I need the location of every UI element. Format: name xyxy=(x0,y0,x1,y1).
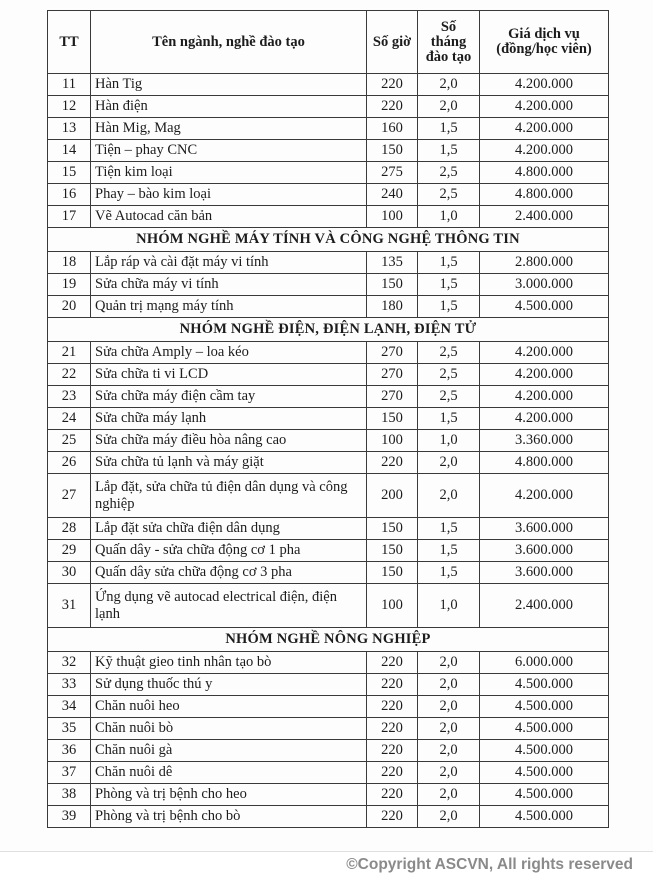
course-name: Ứng dụng vẽ autocad electrical điện, điện lạnh xyxy=(91,584,367,628)
table-row xyxy=(48,452,609,474)
course-months: 2,0 xyxy=(418,674,480,696)
row-number: 38 xyxy=(48,784,91,806)
course-name: Vẽ Autocad căn bản xyxy=(91,206,367,228)
course-hours: 150 xyxy=(367,274,418,296)
table-row xyxy=(48,674,609,696)
table-row xyxy=(48,206,609,228)
course-months: 2,0 xyxy=(418,696,480,718)
course-price: 4.500.000 xyxy=(480,296,609,318)
row-number: 21 xyxy=(48,342,91,364)
course-name: Hàn Tig xyxy=(91,74,367,96)
course-hours: 150 xyxy=(367,140,418,162)
table-row xyxy=(48,296,609,318)
table-row xyxy=(48,562,609,584)
table-row xyxy=(48,184,609,206)
row-number: 20 xyxy=(48,296,91,318)
course-months: 2,0 xyxy=(418,96,480,118)
course-name: Sửa chữa Amply – loa kéo xyxy=(91,342,367,364)
course-hours: 240 xyxy=(367,184,418,206)
course-hours: 220 xyxy=(367,784,418,806)
course-hours: 220 xyxy=(367,452,418,474)
course-months: 1,5 xyxy=(418,408,480,430)
row-number: 11 xyxy=(48,74,91,96)
table-row xyxy=(48,386,609,408)
course-months: 2,5 xyxy=(418,386,480,408)
course-price: 4.800.000 xyxy=(480,452,609,474)
row-number: 36 xyxy=(48,740,91,762)
course-months: 1,5 xyxy=(418,118,480,140)
course-hours: 270 xyxy=(367,342,418,364)
course-price: 6.000.000 xyxy=(480,652,609,674)
table-row xyxy=(48,252,609,274)
course-hours: 220 xyxy=(367,696,418,718)
course-months: 1,5 xyxy=(418,274,480,296)
course-price: 4.200.000 xyxy=(480,474,609,518)
course-hours: 220 xyxy=(367,652,418,674)
table-row xyxy=(48,474,609,518)
course-months: 1,0 xyxy=(418,584,480,628)
course-price: 4.200.000 xyxy=(480,364,609,386)
table-row xyxy=(48,762,609,784)
row-number: 22 xyxy=(48,364,91,386)
course-months: 2,0 xyxy=(418,718,480,740)
table-row xyxy=(48,718,609,740)
row-number: 34 xyxy=(48,696,91,718)
table-header-row xyxy=(48,11,609,74)
table-row xyxy=(48,342,609,364)
course-price: 4.500.000 xyxy=(480,718,609,740)
course-price: 4.500.000 xyxy=(480,740,609,762)
row-number: 13 xyxy=(48,118,91,140)
course-name: Lắp đặt, sửa chữa tủ điện dân dụng và công nghiệp xyxy=(91,474,367,518)
course-hours: 180 xyxy=(367,296,418,318)
row-number: 19 xyxy=(48,274,91,296)
course-name: Chăn nuôi gà xyxy=(91,740,367,762)
course-hours: 220 xyxy=(367,718,418,740)
table-row xyxy=(48,430,609,452)
footer-bar xyxy=(0,851,653,887)
course-hours: 275 xyxy=(367,162,418,184)
course-price: 2.800.000 xyxy=(480,252,609,274)
course-name: Lắp ráp và cài đặt máy vi tính xyxy=(91,252,367,274)
course-hours: 100 xyxy=(367,206,418,228)
course-name: Sửa chữa máy lạnh xyxy=(91,408,367,430)
course-price: 4.500.000 xyxy=(480,806,609,828)
course-months: 2,0 xyxy=(418,762,480,784)
course-months: 2,0 xyxy=(418,474,480,518)
course-hours: 150 xyxy=(367,562,418,584)
group-title: NHÓM NGHỀ MÁY TÍNH VÀ CÔNG NGHỆ THÔNG TIN xyxy=(48,228,609,252)
group-heading-row xyxy=(48,628,609,652)
course-hours: 220 xyxy=(367,740,418,762)
row-number: 23 xyxy=(48,386,91,408)
header-name: Tên ngành, nghề đào tạo xyxy=(91,11,367,74)
header-hours: Số giờ xyxy=(367,11,418,74)
table-row xyxy=(48,740,609,762)
course-hours: 150 xyxy=(367,408,418,430)
course-price: 4.200.000 xyxy=(480,96,609,118)
course-name: Quấn dây sửa chữa động cơ 3 pha xyxy=(91,562,367,584)
course-hours: 200 xyxy=(367,474,418,518)
course-price: 4.200.000 xyxy=(480,342,609,364)
course-price: 4.200.000 xyxy=(480,74,609,96)
course-months: 2,0 xyxy=(418,740,480,762)
course-name: Hàn điện xyxy=(91,96,367,118)
course-months: 1,5 xyxy=(418,296,480,318)
course-hours: 220 xyxy=(367,806,418,828)
row-number: 15 xyxy=(48,162,91,184)
table-row xyxy=(48,540,609,562)
course-price: 4.200.000 xyxy=(480,140,609,162)
row-number: 32 xyxy=(48,652,91,674)
course-name: Sửa chữa máy điện cầm tay xyxy=(91,386,367,408)
header-tt: TT xyxy=(48,11,91,74)
course-price: 4.500.000 xyxy=(480,784,609,806)
row-number: 37 xyxy=(48,762,91,784)
row-number: 29 xyxy=(48,540,91,562)
row-number: 39 xyxy=(48,806,91,828)
course-hours: 160 xyxy=(367,118,418,140)
row-number: 16 xyxy=(48,184,91,206)
row-number: 27 xyxy=(48,474,91,518)
course-months: 1,0 xyxy=(418,206,480,228)
course-hours: 270 xyxy=(367,364,418,386)
course-name: Sửa chữa máy điều hòa nâng cao xyxy=(91,430,367,452)
course-months: 2,0 xyxy=(418,784,480,806)
course-price: 4.500.000 xyxy=(480,762,609,784)
course-name: Sửa chữa tủ lạnh và máy giặt xyxy=(91,452,367,474)
course-price: 4.800.000 xyxy=(480,184,609,206)
course-price: 4.500.000 xyxy=(480,696,609,718)
row-number: 28 xyxy=(48,518,91,540)
course-price: 3.360.000 xyxy=(480,430,609,452)
table-body xyxy=(48,74,609,828)
table-row xyxy=(48,584,609,628)
course-months: 1,5 xyxy=(418,252,480,274)
group-title: NHÓM NGHỀ ĐIỆN, ĐIỆN LẠNH, ĐIỆN TỬ xyxy=(48,318,609,342)
table-row xyxy=(48,140,609,162)
table-row xyxy=(48,806,609,828)
header-months: Số tháng đào tạo xyxy=(418,11,480,74)
table-row xyxy=(48,652,609,674)
course-hours: 150 xyxy=(367,540,418,562)
course-hours: 220 xyxy=(367,96,418,118)
course-price: 4.200.000 xyxy=(480,118,609,140)
table-row xyxy=(48,784,609,806)
course-name: Quấn dây - sửa chữa động cơ 1 pha xyxy=(91,540,367,562)
course-name: Hàn Mig, Mag xyxy=(91,118,367,140)
header-price: Giá dịch vụ (đồng/học viên) xyxy=(480,11,609,74)
course-name: Quản trị mạng máy tính xyxy=(91,296,367,318)
course-name: Phay – bào kim loại xyxy=(91,184,367,206)
course-months: 2,5 xyxy=(418,342,480,364)
course-name: Chăn nuôi bò xyxy=(91,718,367,740)
course-months: 2,5 xyxy=(418,364,480,386)
course-hours: 100 xyxy=(367,430,418,452)
course-hours: 150 xyxy=(367,518,418,540)
course-months: 1,0 xyxy=(418,430,480,452)
row-number: 14 xyxy=(48,140,91,162)
course-name: Sử dụng thuốc thú y xyxy=(91,674,367,696)
table-row xyxy=(48,518,609,540)
course-price: 4.200.000 xyxy=(480,386,609,408)
course-price: 4.500.000 xyxy=(480,674,609,696)
course-hours: 100 xyxy=(367,584,418,628)
row-number: 31 xyxy=(48,584,91,628)
course-months: 2,0 xyxy=(418,74,480,96)
table-row xyxy=(48,408,609,430)
course-name: Lắp đặt sửa chữa điện dân dụng xyxy=(91,518,367,540)
row-number: 35 xyxy=(48,718,91,740)
table-row xyxy=(48,162,609,184)
table-row xyxy=(48,74,609,96)
copyright-notice: ©Copyright ASCVN, All rights reserved xyxy=(346,856,633,873)
course-months: 1,5 xyxy=(418,540,480,562)
course-name: Sửa chữa ti vi LCD xyxy=(91,364,367,386)
group-heading-row xyxy=(48,318,609,342)
row-number: 17 xyxy=(48,206,91,228)
course-hours: 220 xyxy=(367,74,418,96)
course-name: Kỹ thuật gieo tinh nhân tạo bò xyxy=(91,652,367,674)
course-price: 3.600.000 xyxy=(480,540,609,562)
course-months: 2,5 xyxy=(418,162,480,184)
course-name: Tiện – phay CNC xyxy=(91,140,367,162)
course-hours: 220 xyxy=(367,762,418,784)
course-name: Chăn nuôi heo xyxy=(91,696,367,718)
row-number: 18 xyxy=(48,252,91,274)
table-row xyxy=(48,96,609,118)
course-hours: 220 xyxy=(367,674,418,696)
row-number: 12 xyxy=(48,96,91,118)
course-price: 2.400.000 xyxy=(480,206,609,228)
course-months: 1,5 xyxy=(418,140,480,162)
course-months: 2,0 xyxy=(418,452,480,474)
table-row xyxy=(48,364,609,386)
table-row xyxy=(48,274,609,296)
row-number: 24 xyxy=(48,408,91,430)
course-price: 3.000.000 xyxy=(480,274,609,296)
course-months: 2,0 xyxy=(418,652,480,674)
row-number: 25 xyxy=(48,430,91,452)
table-row xyxy=(48,696,609,718)
course-months: 1,5 xyxy=(418,518,480,540)
tuition-table xyxy=(47,10,609,828)
course-name: Tiện kim loại xyxy=(91,162,367,184)
course-price: 4.800.000 xyxy=(480,162,609,184)
course-name: Sửa chữa máy vi tính xyxy=(91,274,367,296)
course-price: 4.200.000 xyxy=(480,408,609,430)
table-row xyxy=(48,118,609,140)
group-title: NHÓM NGHỀ NÔNG NGHIỆP xyxy=(48,628,609,652)
group-heading-row xyxy=(48,228,609,252)
course-hours: 135 xyxy=(367,252,418,274)
row-number: 26 xyxy=(48,452,91,474)
course-months: 2,5 xyxy=(418,184,480,206)
course-price: 3.600.000 xyxy=(480,562,609,584)
course-months: 2,0 xyxy=(418,806,480,828)
course-name: Chăn nuôi dê xyxy=(91,762,367,784)
course-price: 3.600.000 xyxy=(480,518,609,540)
course-months: 1,5 xyxy=(418,562,480,584)
course-name: Phòng và trị bệnh cho heo xyxy=(91,784,367,806)
course-name: Phòng và trị bệnh cho bò xyxy=(91,806,367,828)
course-hours: 270 xyxy=(367,386,418,408)
row-number: 33 xyxy=(48,674,91,696)
course-price: 2.400.000 xyxy=(480,584,609,628)
row-number: 30 xyxy=(48,562,91,584)
